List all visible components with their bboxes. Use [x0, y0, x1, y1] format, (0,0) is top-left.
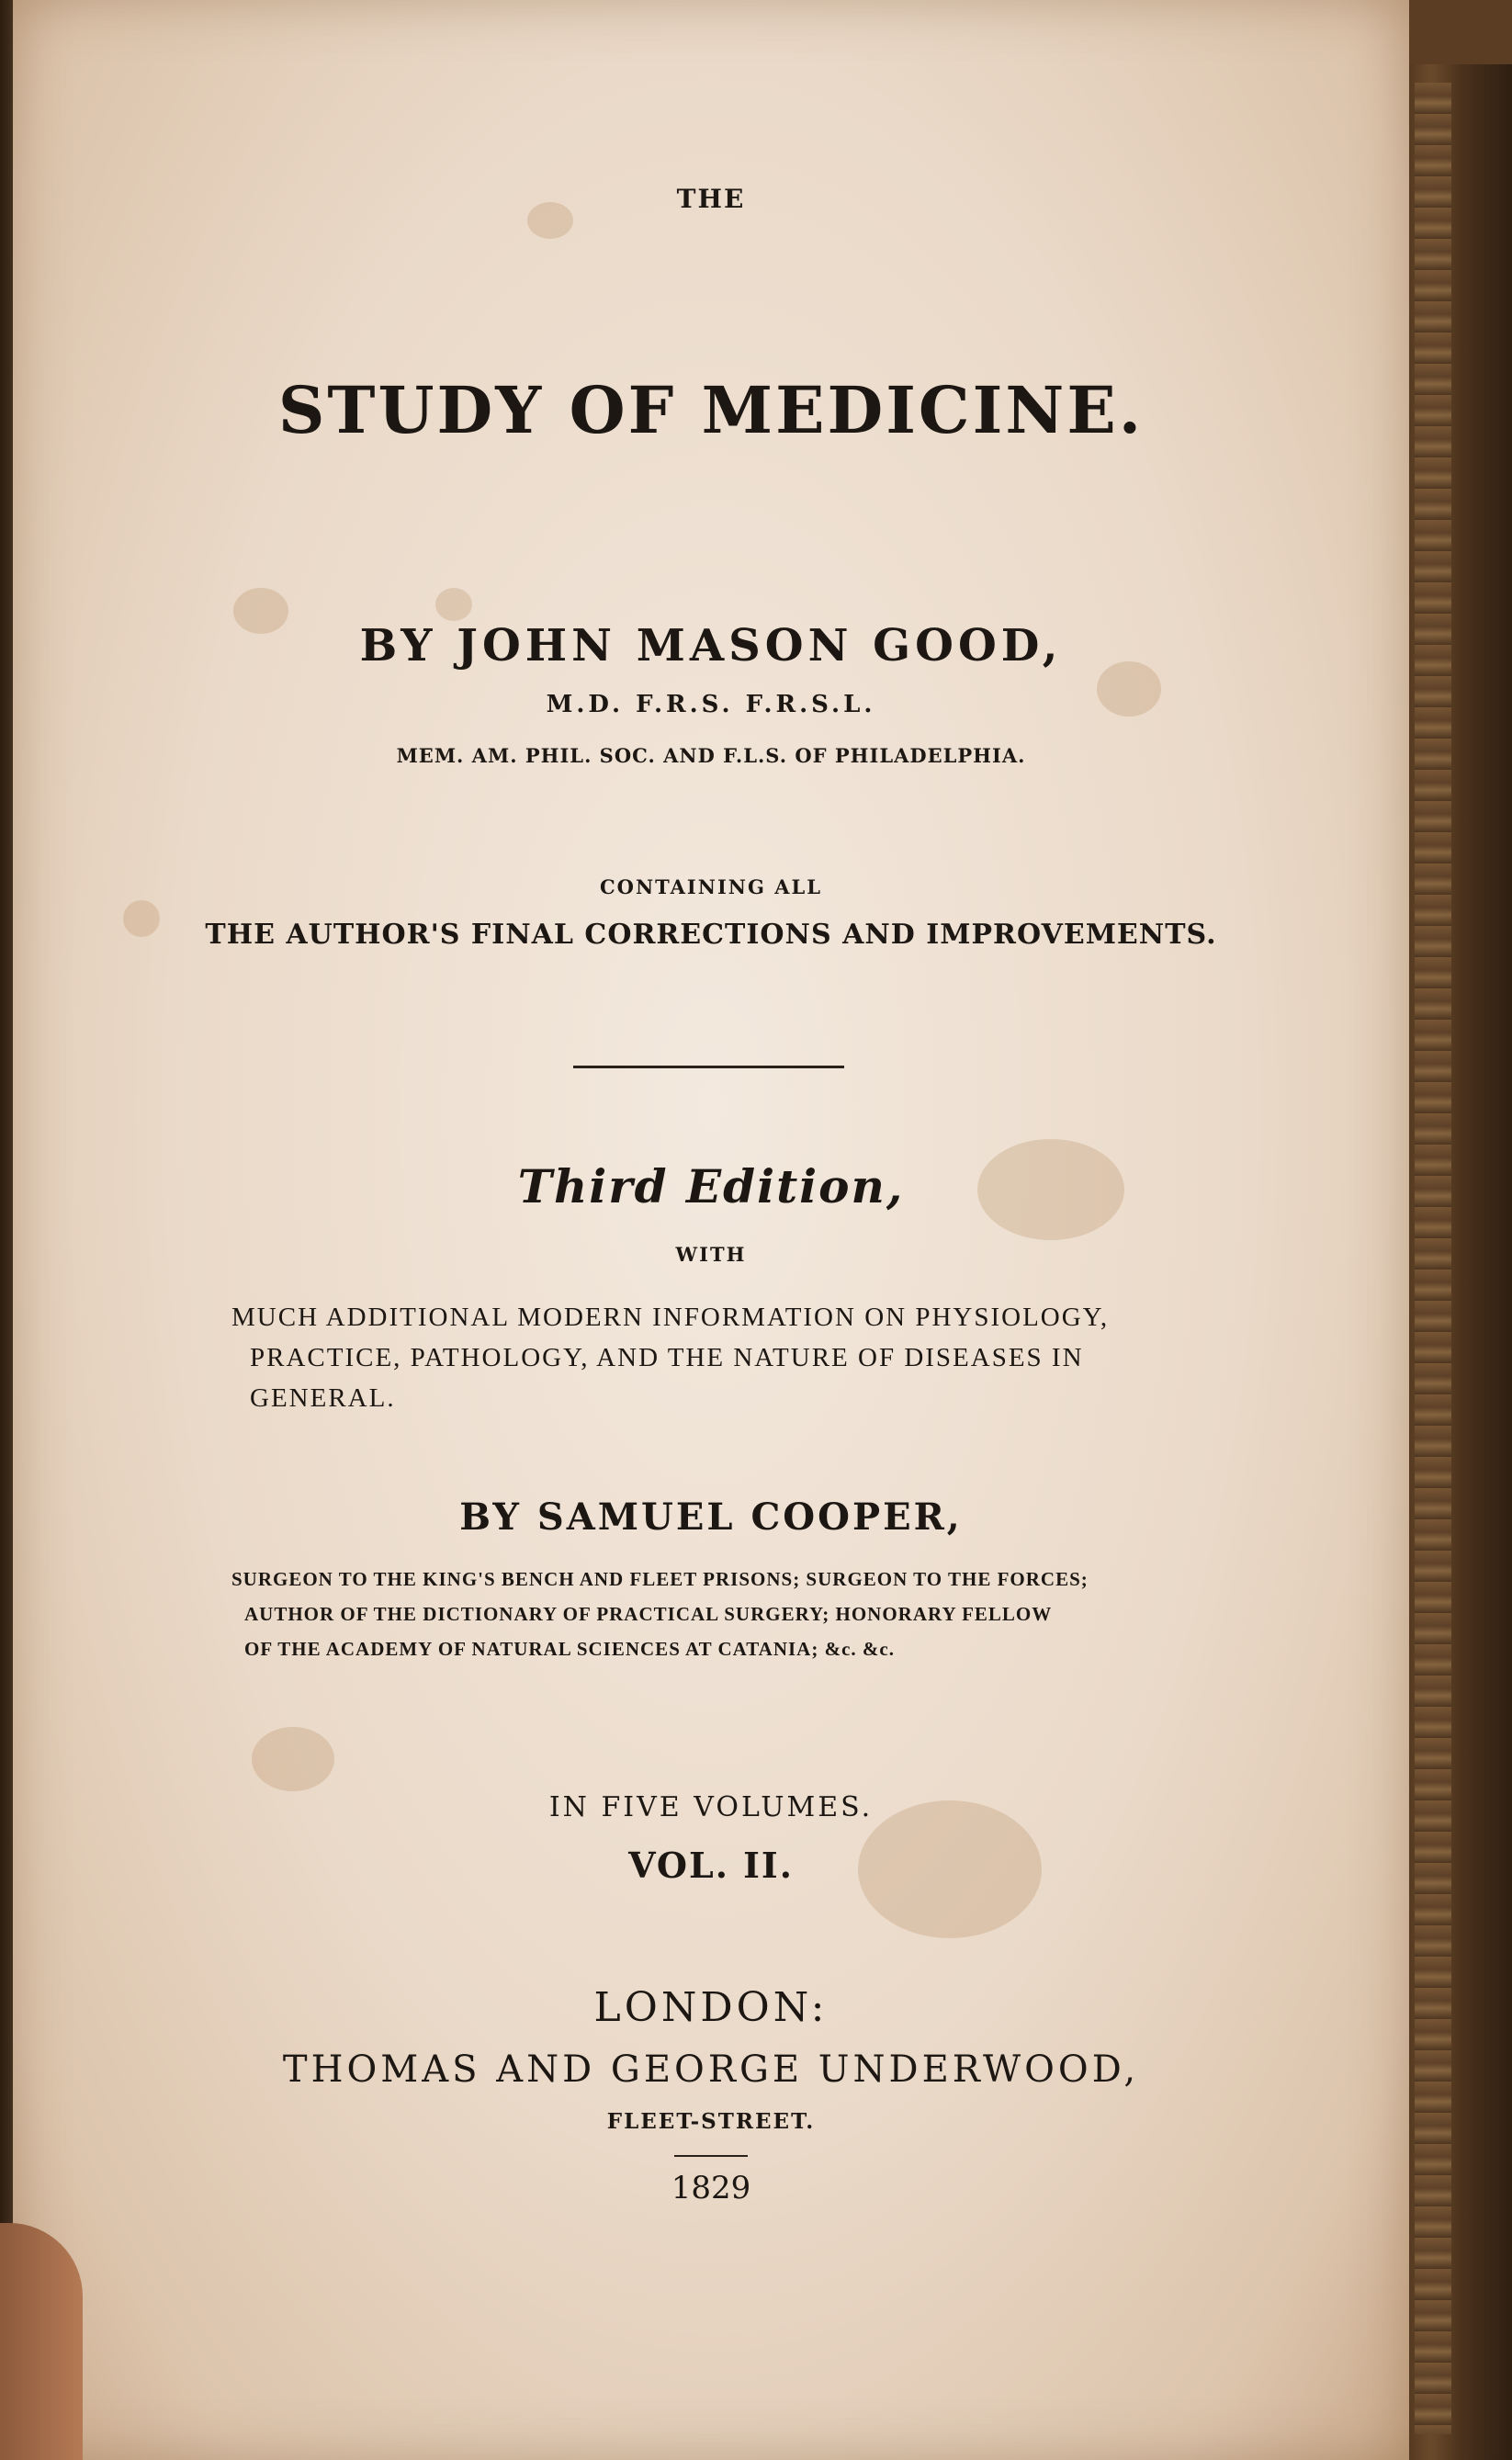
edition-line: Third Edition,: [517, 1159, 905, 1213]
editor-credentials: [231, 1562, 1089, 1666]
imprint-street: FLEET-STREET.: [606, 2109, 816, 2134]
credentials-line: OF THE ACADEMY OF NATURAL SCIENCES AT CATANIA; &c. &c.: [244, 1638, 895, 1660]
title-article: THE: [676, 184, 746, 214]
volume-number: VOL. II.: [628, 1845, 794, 1886]
year-rule: [674, 2155, 748, 2157]
additions-line: MUCH ADDITIONAL MODERN INFORMATION ON PHYSIOLOGY,: [231, 1303, 1110, 1332]
page-edges: [1415, 83, 1451, 2434]
author-degrees: M.D. F.R.S. F.R.S.L.: [546, 691, 876, 718]
credentials-line: SURGEON TO THE KING'S BENCH AND FLEET PRISONS; SURGEON TO THE FORCES;: [231, 1568, 1089, 1590]
additions-paragraph: [231, 1297, 1109, 1418]
with-line: WITH: [675, 1243, 747, 1266]
corrections-line: THE AUTHOR'S FINAL CORRECTIONS AND IMPROVEMENTS.: [205, 919, 1217, 951]
title-page: [13, 0, 1409, 2460]
imprint-publisher: THOMAS AND GEORGE UNDERWOOD,: [282, 2048, 1140, 2091]
imprint-year: 1829: [671, 2170, 751, 2206]
foxing-spot: [435, 588, 472, 621]
author-memberships: MEM. AM. PHIL. SOC. AND F.L.S. OF PHILADELPHIA.: [396, 744, 1026, 767]
editor-line: BY SAMUEL COOPER,: [459, 1495, 963, 1539]
additions-line: PRACTICE, PATHOLOGY, AND THE NATURE OF DISEASES IN: [250, 1343, 1084, 1372]
additions-line: GENERAL.: [250, 1383, 396, 1413]
foxing-spot: [252, 1727, 334, 1791]
author-line: BY JOHN MASON GOOD,: [359, 620, 1063, 671]
holding-thumb: [0, 2223, 83, 2460]
imprint-city: LONDON:: [593, 1984, 829, 2031]
divider-rule: [573, 1066, 844, 1068]
book-title: STUDY OF MEDICINE.: [277, 372, 1145, 448]
containing-line: CONTAINING ALL: [599, 875, 823, 898]
volumes-line: IN FIVE VOLUMES.: [548, 1791, 874, 1823]
credentials-line: AUTHOR OF THE DICTIONARY OF PRACTICAL SURGERY; HONORARY FELLOW: [244, 1603, 1053, 1625]
